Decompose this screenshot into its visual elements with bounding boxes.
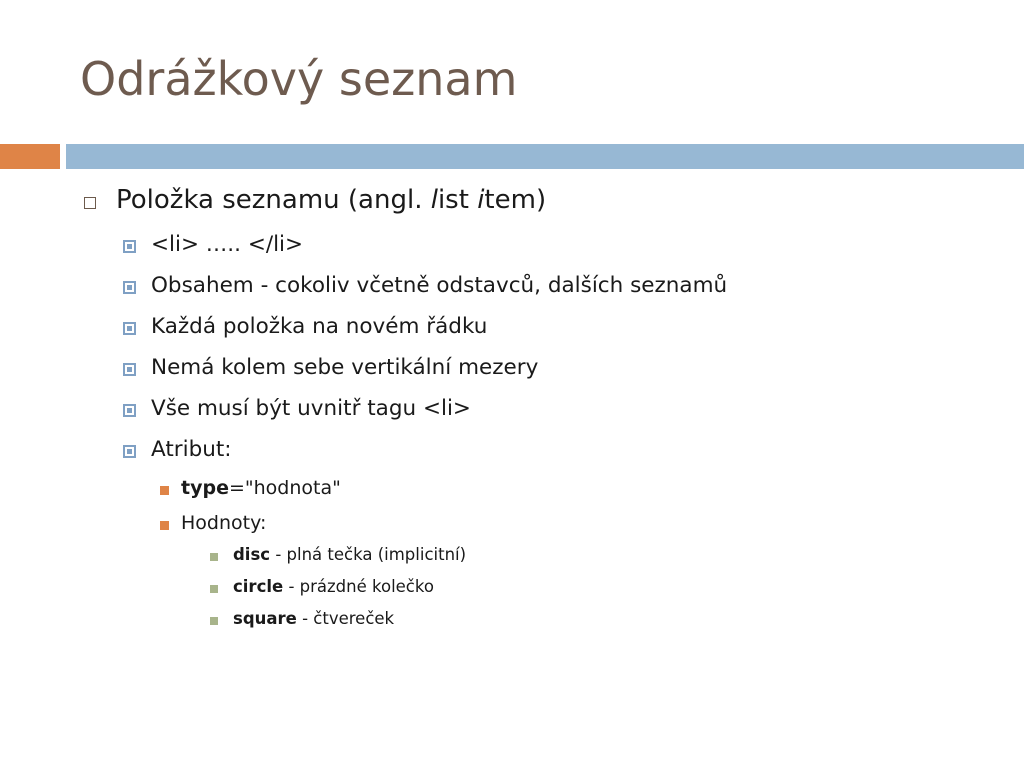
list-item-text: tem (484, 185, 536, 215)
list-item-level4 (233, 577, 434, 596)
square-bullet-icon (123, 445, 136, 458)
list-item-level3 (181, 477, 341, 499)
value-keyword: circle (233, 577, 284, 596)
list-item-text: Položka seznamu (angl. (116, 185, 431, 215)
attribute-value: ="hodnota" (228, 477, 341, 499)
list-item-level1 (116, 185, 546, 215)
square-bullet-icon (123, 240, 136, 253)
accent-bar-orange (0, 144, 60, 169)
list-item-emphasis: l (430, 185, 438, 215)
square-bullet-icon (123, 404, 136, 417)
filled-square-bullet-icon (210, 553, 218, 561)
square-bullet-icon (123, 281, 136, 294)
filled-square-bullet-icon (210, 617, 218, 625)
square-bullet-icon (123, 322, 136, 335)
list-item-level2: Vše musí být uvnitř tagu <li> (151, 396, 471, 421)
value-description: - plná tečka (implicitní) (270, 545, 467, 564)
value-keyword: disc (233, 545, 271, 564)
list-item-level2: <li> ….. </li> (151, 232, 304, 257)
filled-square-bullet-icon (160, 486, 169, 495)
list-item-level2: Obsahem - cokoliv včetně odstavců, dalších seznamů (151, 273, 728, 298)
slide-title: Odrážkový seznam (80, 52, 518, 106)
value-keyword: square (233, 609, 297, 628)
list-item-level4 (233, 545, 466, 564)
list-item-level2: Nemá kolem sebe vertikální mezery (151, 355, 539, 380)
filled-square-bullet-icon (160, 521, 169, 530)
list-item-level3: Hodnoty: (181, 512, 267, 534)
filled-square-bullet-icon (210, 585, 218, 593)
list-item-text: ist (437, 185, 478, 215)
accent-bar-blue (66, 144, 1024, 169)
list-item-text: ) (535, 185, 547, 215)
list-item-level4 (233, 609, 394, 628)
list-item-level2: Každá položka na novém řádku (151, 314, 488, 339)
hollow-square-bullet-icon (84, 197, 96, 209)
value-description: - čtvereček (296, 609, 395, 628)
list-item-level2: Atribut: (151, 437, 232, 462)
list-item-emphasis: i (477, 185, 485, 215)
value-description: - prázdné kolečko (283, 577, 434, 596)
square-bullet-icon (123, 363, 136, 376)
attribute-keyword: type (181, 477, 229, 499)
